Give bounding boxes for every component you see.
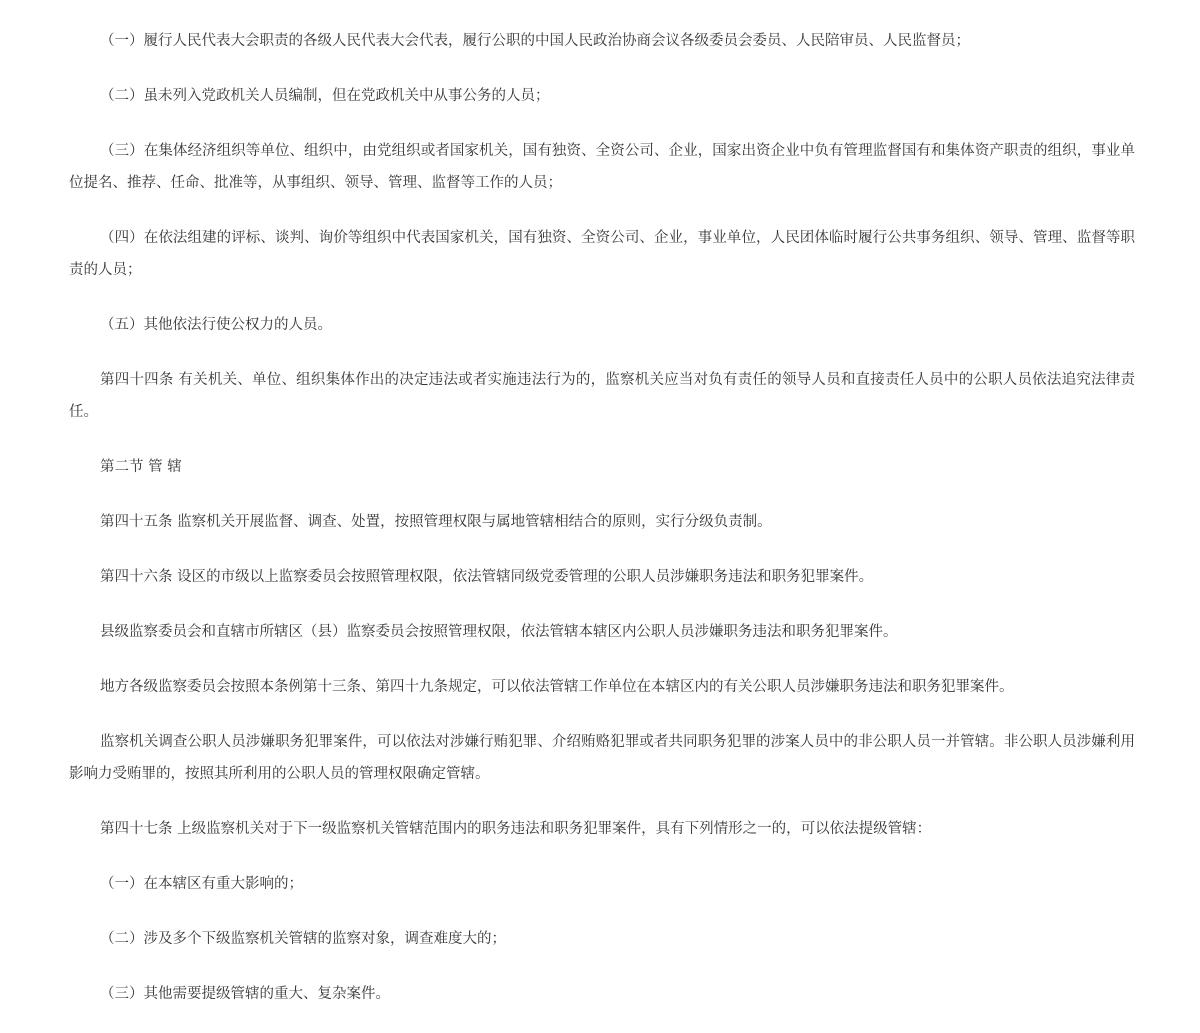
article-46-clause-3: 地方各级监察委员会按照本条例第十三条、第四十九条规定，可以依法管辖工作单位在本辖区内的有关公职人员涉嫌职务违法和职务犯罪案件。: [100, 679, 1014, 695]
article-47-item-2: （二）涉及多个下级监察机关管辖的监察对象，调查难度大的；: [100, 931, 506, 947]
article-45: 第四十五条 监察机关开展监督、调查、处置，按照管理权限与属地管辖相结合的原则，实行分级负责制。: [100, 514, 772, 530]
article-46-clause-4: 监察机关调查公职人员涉嫌职务犯罪案件，可以依法对涉嫌行贿犯罪、介绍贿赂犯罪或者共同职务犯罪的涉案人员中的非公职人员一并管辖。非公职人员涉嫌利用影响力受贿罪的，按照其所利用的公职人员的管理权限确定管辖。: [69, 734, 1135, 782]
article-46-clause-2: 县级监察委员会和直辖市所辖区（县）监察委员会按照管理权限，依法管辖本辖区内公职人员涉嫌职务违法和职务犯罪案件。: [100, 624, 898, 640]
article-44: 第四十四条 有关机关、单位、组织集体作出的决定违法或者实施违法行为的，监察机关应当对负有责任的领导人员和直接责任人员中的公职人员依法追究法律责任。: [69, 372, 1135, 420]
article-47: 第四十七条 上级监察机关对于下一级监察机关管辖范围内的职务违法和职务犯罪案件，具有下列情形之一的，可以依法提级管辖：: [100, 821, 932, 837]
paragraph-item-1: （一）履行人民代表大会职责的各级人民代表大会代表，履行公职的中国人民政治协商会议各级委员会委员、人民陪审员、人民监督员；: [100, 33, 970, 49]
paragraph-item-4: （四）在依法组建的评标、谈判、询价等组织中代表国家机关，国有独资、全资公司、企业，事业单位，人民团体临时履行公共事务组织、领导、管理、监督等职责的人员；: [69, 230, 1135, 278]
paragraph-item-2: （二）虽未列入党政机关人员编制，但在党政机关中从事公务的人员；: [100, 88, 550, 104]
section-heading: 第二节 管 辖: [100, 459, 182, 475]
article-47-item-3: （三）其他需要提级管辖的重大、复杂案件。: [100, 986, 390, 1002]
article-46: 第四十六条 设区的市级以上监察委员会按照管理权限，依法管辖同级党委管理的公职人员涉嫌职务违法和职务犯罪案件。: [100, 569, 874, 585]
article-47-item-1: （一）在本辖区有重大影响的；: [100, 876, 303, 892]
document-body: [69, 25, 1135, 1033]
paragraph-item-5: （五）其他依法行使公权力的人员。: [100, 317, 332, 333]
paragraph-item-3: （三）在集体经济组织等单位、组织中，由党组织或者国家机关，国有独资、全资公司、企业，国家出资企业中负有管理监督国有和集体资产职责的组织，事业单位提名、推荐、任命、批准等，从事组织、领导、管理、监督等工作的人员；: [69, 143, 1135, 191]
